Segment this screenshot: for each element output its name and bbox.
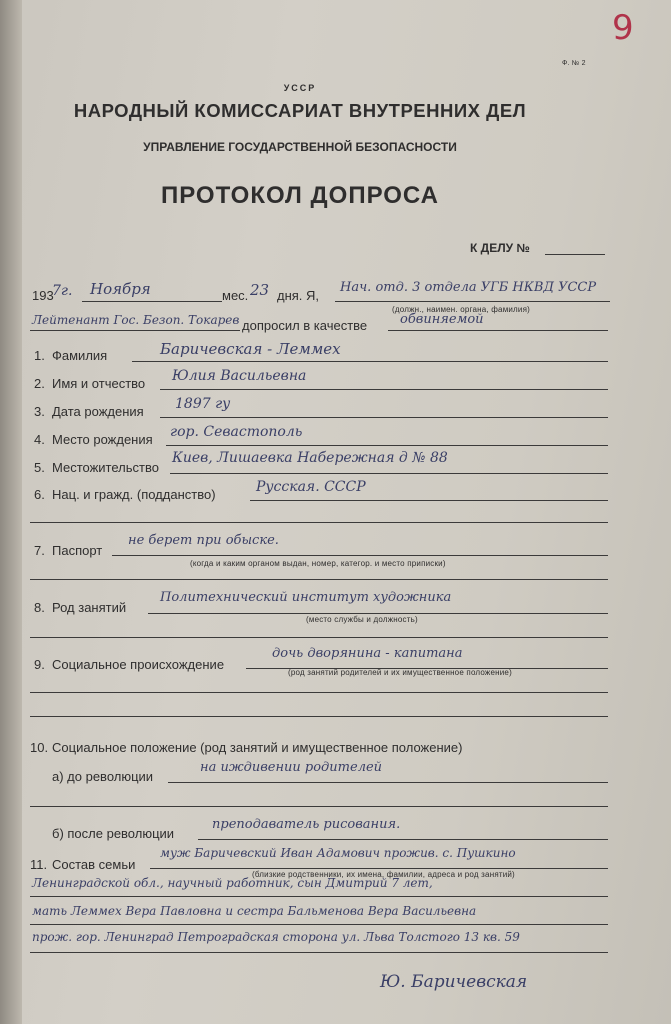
field-5-number: 5. <box>34 460 45 475</box>
after-revolution-line <box>198 839 608 840</box>
family-line-3: мать Леммех Вера Павловна и сестра Бальменова Вера Васильевна <box>32 904 477 918</box>
month-line <box>82 301 222 302</box>
field-4-number: 4. <box>34 432 45 447</box>
field-6-number: 6. <box>34 487 45 502</box>
field-3-label: Дата рождения <box>52 404 144 419</box>
commissariat-title: НАРОДНЫЙ КОМИССАРИАТ ВНУТРЕННИХ ДЕЛ <box>73 100 527 121</box>
field-8-label: Род занятий <box>52 600 127 615</box>
family-line-2: Ленинградской обл., научный работник, сын Дмитрий 7 лет, <box>32 876 433 890</box>
field-4-label: Место рождения <box>52 432 153 447</box>
field-6-label: Нац. и гражд. (подданство) <box>52 487 216 502</box>
year-suffix: 7г. <box>52 283 73 299</box>
month-label: мес. <box>222 288 249 303</box>
year-prefix: 193 <box>32 288 54 303</box>
field-3-number: 3. <box>34 404 45 419</box>
form-number: Ф. № 2 <box>562 60 586 67</box>
field-2-label: Имя и отчество <box>52 376 146 391</box>
field-7-caption: (когда и каким органом выдан, номер, категор. и место приписки) <box>190 559 446 568</box>
field-2-number: 2. <box>34 376 45 391</box>
before-revolution-line <box>168 782 608 783</box>
after-revolution-label: б) после революции <box>52 826 175 841</box>
field-7-label: Паспорт <box>52 543 103 558</box>
field-3-line <box>160 417 608 418</box>
field-7-value: не берет при обыске. <box>128 533 279 548</box>
field-8-value: Политехнический институт художника <box>160 590 452 605</box>
field-10-number: 10. <box>30 740 49 755</box>
day-label: дня. Я, <box>277 288 320 303</box>
questioned-label: допросил в качестве <box>242 318 368 333</box>
field-4-value: гор. Севастополь <box>170 424 303 440</box>
before-revolution-value: на иждивении родителей <box>200 760 383 775</box>
field-11-caption: (близкие родственники, их имена, фамилии, адреса и род занятий) <box>252 870 515 879</box>
family-line-4-rule <box>30 952 608 953</box>
before-revolution-label: а) до революции <box>52 769 154 784</box>
officer-value-1: Нач. отд. 3 отдела УГБ НКВД УССР <box>340 280 597 295</box>
field-8-extra-line <box>30 637 608 638</box>
field-5-line <box>170 473 608 474</box>
page-number: 9 <box>612 8 634 48</box>
field-9-label: Социальное происхождение <box>52 657 225 672</box>
case-label: К ДЕЛУ № <box>470 241 530 255</box>
field-7-extra-line <box>30 579 608 580</box>
questioned-line <box>388 330 608 331</box>
field-8-caption: (место службы и должность) <box>306 615 418 624</box>
month-value: Ноября <box>90 280 151 298</box>
field-9-extra-line-1 <box>30 692 608 693</box>
field-1-line <box>132 361 608 362</box>
field-11-label: Состав семьи <box>52 857 136 872</box>
field-2-value: Юлия Васильевна <box>172 368 307 384</box>
field-8-number: 8. <box>34 600 45 615</box>
field-9-value: дочь дворянина - капитана <box>272 646 463 661</box>
field-9-number: 9. <box>34 657 45 672</box>
field-8-line <box>148 613 608 614</box>
republic-label: УССР <box>283 83 317 93</box>
field-7-number: 7. <box>34 543 45 558</box>
officer-line-2 <box>30 330 240 331</box>
field-1-label: Фамилия <box>52 348 108 363</box>
family-line-3-rule <box>30 924 608 925</box>
field-6-line <box>250 500 608 501</box>
field-10-label: Социальное положение (род занятий и имущественное положение) <box>52 740 463 755</box>
officer-caption: (должн., наимен. органа, фамилия) <box>392 305 530 314</box>
officer-line-1 <box>335 301 610 302</box>
officer-value-2: Лейтенант Гос. Безоп. Токарев <box>32 313 240 327</box>
family-line-1-rule <box>150 868 608 869</box>
field-9-extra-line-2 <box>30 716 608 717</box>
field-4-line <box>166 445 608 446</box>
field-6-extra-line <box>30 522 608 523</box>
case-number-line <box>545 254 605 255</box>
document-title: ПРОТОКОЛ ДОПРОСА <box>160 182 439 209</box>
field-1-value: Баричевская - Леммех <box>160 340 341 358</box>
family-line-1: муж Баричевский Иван Адамович прожив. с. Пушкино <box>160 846 516 860</box>
after-revolution-value: преподаватель рисования. <box>212 817 401 832</box>
questioned-value: обвиняемой <box>400 312 484 327</box>
field-5-value: Киев, Лишаевка Набережная д № 88 <box>172 450 448 466</box>
day-value: 23 <box>250 281 270 299</box>
field-7-line <box>112 555 608 556</box>
field-3-value: 1897 гу <box>175 396 231 412</box>
field-1-number: 1. <box>34 348 45 363</box>
field-6-value: Русская. СССР <box>256 479 366 495</box>
signature: Ю. Баричевская <box>380 972 528 992</box>
field-11-number: 11. <box>30 857 48 872</box>
family-line-2-rule <box>30 896 608 897</box>
field-2-line <box>160 389 608 390</box>
family-line-4: прож. гор. Ленинград Петроградская сторона ул. Льва Толстого 13 кв. 59 <box>32 930 520 944</box>
field-5-label: Местожительство <box>52 460 159 475</box>
directorate-title: УПРАВЛЕНИЕ ГОСУДАРСТВЕННОЙ БЕЗОПАСНОСТИ <box>143 140 457 154</box>
field-10-extra-line <box>30 806 608 807</box>
field-9-caption: (род занятий родителей и их имущественное положение) <box>288 668 512 677</box>
